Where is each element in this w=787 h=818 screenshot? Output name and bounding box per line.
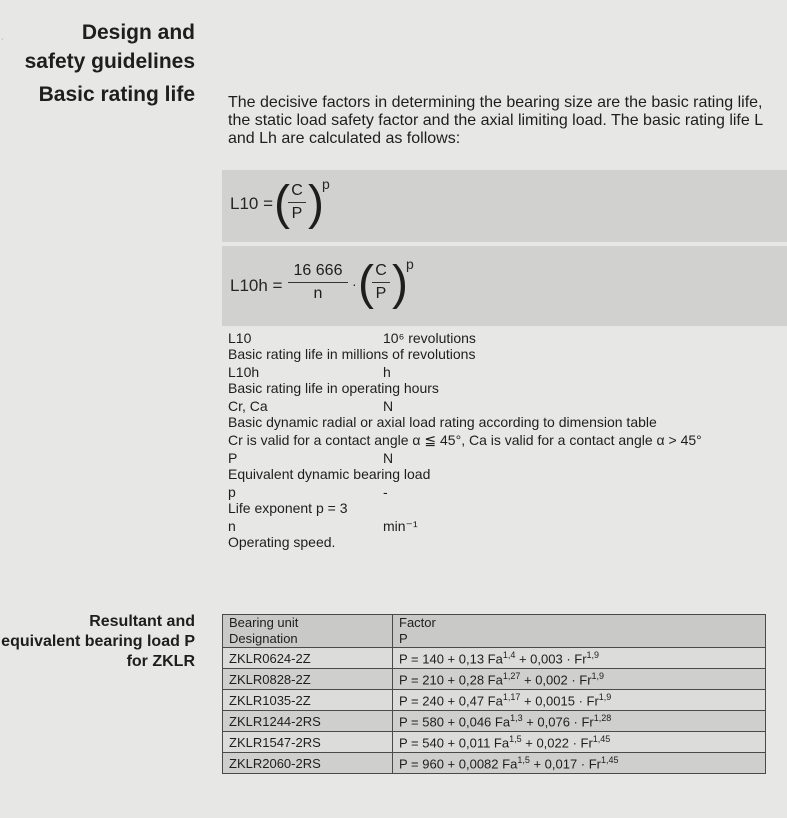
left-paren: (	[358, 257, 374, 310]
formula1-denominator: P	[291, 205, 303, 222]
table-header-row	[223, 615, 766, 648]
column-header-text: Bearing unit	[229, 615, 299, 630]
subsection-heading: Basic rating life	[38, 83, 195, 106]
formula2-coef-denominator: n	[313, 285, 323, 302]
designation-cell: ZKLR2060-2RS	[223, 753, 393, 774]
right-paren: )	[392, 257, 408, 310]
definition-symbol: L10	[228, 330, 252, 346]
formula1-lhs: L10 =	[230, 194, 274, 213]
factor-cell: P = 210 + 0,28 Fa$^{1,27}$ + 0,002 · Fr$^{1,9}$	[393, 669, 766, 690]
section-heading	[25, 18, 195, 76]
formula2-dot: ·	[352, 276, 357, 292]
table-row	[223, 669, 766, 690]
formula-band-1	[222, 170, 787, 242]
definition-description: Operating speed.	[228, 534, 336, 550]
definition-symbol-row	[228, 518, 778, 534]
definition-description-2: Cr is valid for a contact angle α ≦ 45°, Ca is valid for a contact angle α > 45°	[228, 432, 702, 448]
heading-line-1: Design and	[81, 21, 195, 44]
factor-cell: P = 960 + 0,0082 Fa$^{1,5}$ + 0,017 · Fr$^{1,45}$	[393, 753, 766, 774]
definition-unit: N	[383, 398, 394, 414]
definition-unit: min⁻¹	[383, 518, 418, 534]
resultant-heading	[1, 612, 195, 672]
factor-cell: P = 240 + 0,47 Fa$^{1,17}$ + 0,0015 · Fr$^{1,9}$	[393, 690, 766, 711]
factor-cell: P = 540 + 0,011 Fa$^{1,5}$ + 0,022 · Fr$^{1,45}$	[393, 732, 766, 753]
heading-line-2: safety guidelines	[24, 50, 195, 73]
designation-cell: ZKLR1035-2Z	[223, 690, 393, 711]
column-header-designation	[223, 615, 393, 648]
formula2-coef-numerator: 16 666	[293, 262, 343, 279]
left-paren: (	[274, 177, 290, 230]
column-header-text: Designation	[229, 631, 298, 646]
table-row	[223, 711, 766, 732]
fraction-bar	[288, 282, 348, 283]
definition-symbol-row	[228, 484, 778, 500]
column-header-text: Factor	[399, 615, 436, 630]
formula2-exponent: p	[406, 256, 414, 272]
fraction-bar	[372, 282, 390, 283]
formula2-lhs: L10h =	[230, 276, 283, 295]
designation-cell: ZKLR0624-2Z	[223, 648, 393, 669]
definition-description: Basic rating life in operating hours	[228, 380, 439, 396]
column-header-text: P	[399, 631, 408, 646]
equivalent-load-table	[222, 614, 766, 774]
definition-symbol-row	[228, 398, 778, 414]
definition-symbol: p	[228, 484, 236, 500]
resultant-line-2: equivalent bearing load P	[1, 633, 195, 650]
definition-unit: h	[383, 364, 391, 380]
definition-symbol-row	[228, 330, 778, 346]
designation-cell: ZKLR0828-2Z	[223, 669, 393, 690]
definition-symbol-row	[228, 364, 778, 380]
definition-symbol: Cr, Ca	[228, 398, 268, 414]
definition-unit: N	[383, 450, 394, 466]
table-row	[223, 732, 766, 753]
definition-description: Basic rating life in millions of revolutions	[228, 346, 476, 362]
designation-cell: ZKLR1547-2RS	[223, 732, 393, 753]
formula2-denominator: P	[375, 285, 387, 302]
definition-symbol-row	[228, 450, 778, 466]
factor-cell: P = 140 + 0,13 Fa$^{1,4}$ + 0,003 · Fr$^{1,9}$	[393, 648, 766, 669]
bleed-through-text: ·	[0, 30, 5, 46]
formula1-numerator: C	[291, 182, 303, 199]
column-header-factor	[393, 615, 766, 648]
definition-description: Basic dynamic radial or axial load rating according to dimension table	[228, 414, 657, 430]
formula2-coefficient	[288, 262, 348, 303]
table-row	[223, 648, 766, 669]
formula1-exponent: p	[322, 176, 330, 192]
formula1-fraction	[288, 182, 306, 223]
definition-unit: 10⁶ revolutions	[383, 330, 476, 346]
definition-description: Life exponent p = 3	[228, 500, 348, 516]
factor-cell: P = 580 + 0,046 Fa$^{1,3}$ + 0,076 · Fr$^{1,28}$	[393, 711, 766, 732]
definition-description: Equivalent dynamic bearing load	[228, 466, 431, 482]
definition-symbol: L10h	[228, 364, 260, 380]
resultant-line-3: for ZKLR	[126, 653, 195, 670]
table-row	[223, 753, 766, 774]
right-paren: )	[308, 177, 324, 230]
designation-cell: ZKLR1244-2RS	[223, 711, 393, 732]
formula2-fraction	[372, 262, 390, 303]
fraction-bar	[288, 202, 306, 203]
table-row	[223, 690, 766, 711]
symbol-definitions	[228, 330, 778, 552]
definition-unit: -	[383, 484, 388, 500]
formula2-numerator: C	[375, 262, 387, 279]
resultant-line-1: Resultant and	[89, 613, 195, 630]
definition-symbol: n	[228, 518, 236, 534]
definition-symbol: P	[228, 450, 238, 466]
formula-band-2	[222, 246, 787, 326]
intro-paragraph: The decisive factors in determining the bearing size are the basic rating life, the static load safety factor and the axial limiting load. The basic rating life L and Lh are calculated as follows:	[228, 94, 763, 147]
